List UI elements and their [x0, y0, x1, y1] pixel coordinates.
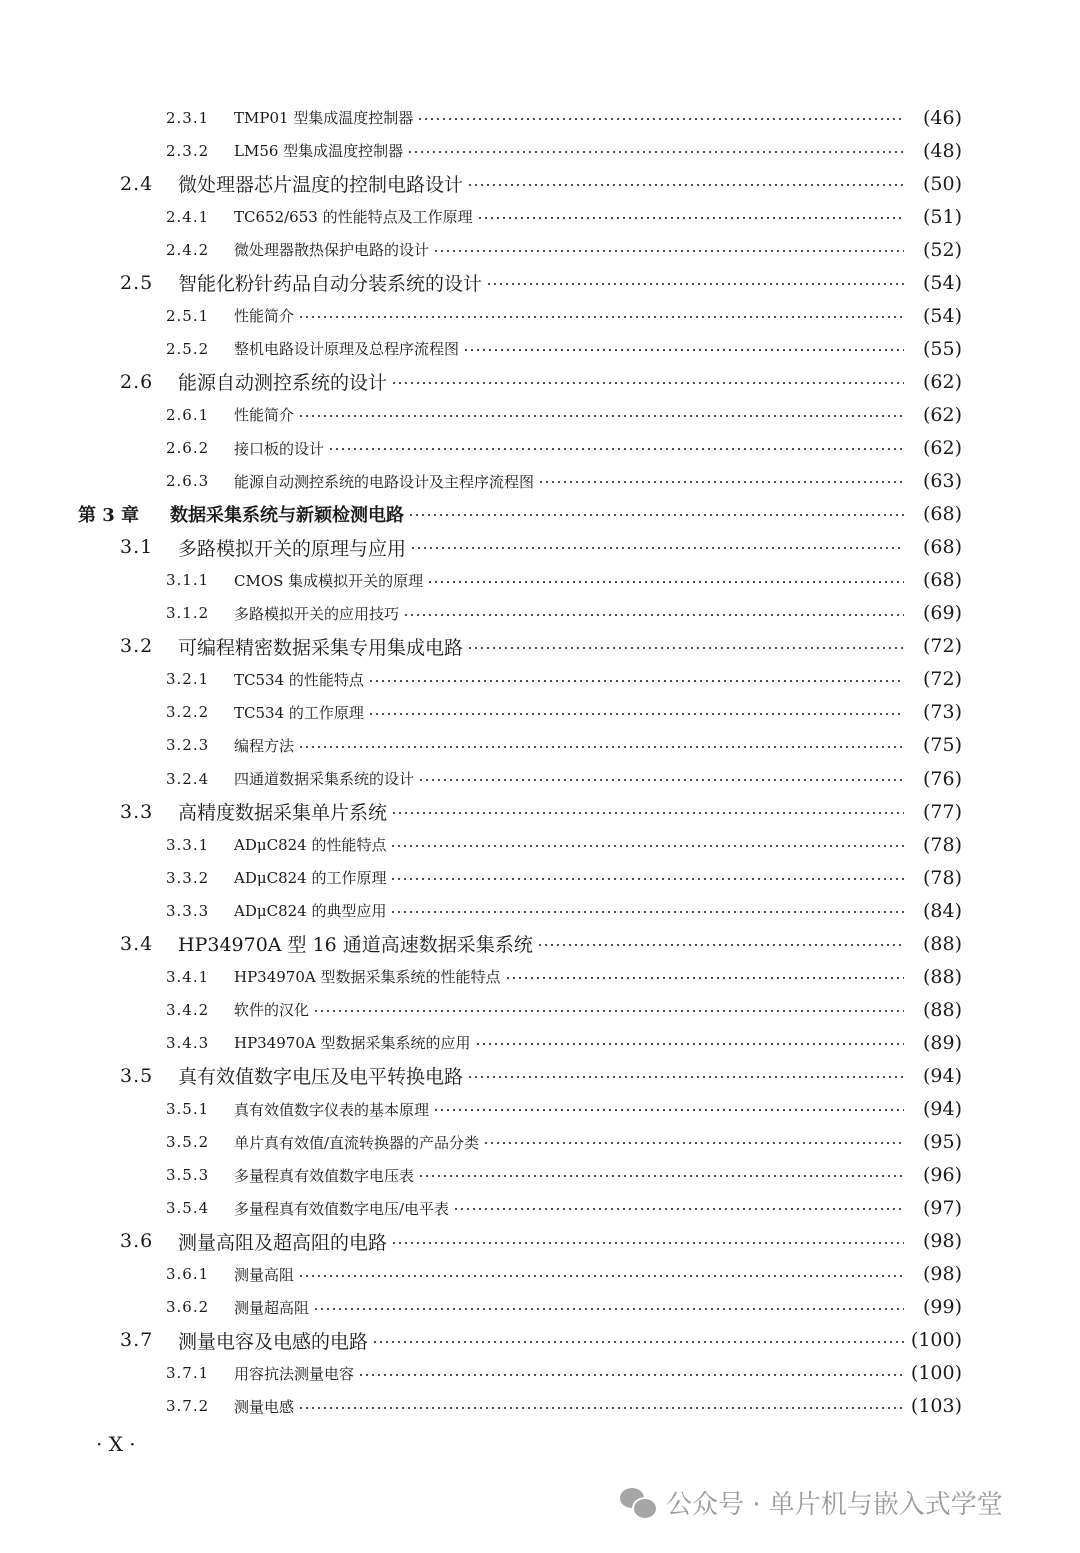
toc-entry-title: LM56 型集成温度控制器 — [234, 142, 404, 161]
toc-entry-title: 性能简介 — [234, 307, 295, 326]
toc-entry-page: (88) — [922, 932, 962, 955]
toc-subsection-entry — [166, 332, 960, 365]
toc-entry-page: (51) — [922, 205, 962, 228]
toc-entry-title: 能源自动测控系统的电路设计及主程序流程图 — [234, 472, 535, 491]
toc-subsection-entry — [166, 597, 960, 630]
dot-leader — [368, 663, 904, 696]
toc-entry-number: 3.6.2 — [166, 1298, 210, 1317]
toc-entry-title: TC652/653 的性能特点及工作原理 — [234, 208, 473, 227]
toc-entry-number: 3.4.2 — [166, 1000, 210, 1019]
toc-entry-title: HP34970A 型数据采集系统的应用 — [234, 1034, 471, 1053]
toc-entry-number: 3.4.3 — [166, 1033, 210, 1052]
dot-leader — [390, 894, 904, 927]
dot-leader — [467, 1059, 904, 1092]
toc-entry-page: (48) — [922, 139, 962, 162]
toc-subsection-entry — [166, 1159, 960, 1192]
toc-subsection-entry — [166, 762, 960, 795]
dot-leader — [372, 1324, 904, 1357]
toc-subsection-entry — [166, 663, 960, 696]
toc-entry-page: (78) — [922, 833, 962, 856]
wechat-icon — [620, 1488, 656, 1518]
toc-entry-page: (73) — [922, 701, 962, 724]
toc-entry-title: 多量程真有效值数字电压表 — [234, 1166, 415, 1185]
dot-leader — [313, 1291, 904, 1324]
dot-leader — [537, 927, 904, 960]
toc-subsection-entry — [166, 894, 960, 927]
toc-entry-title: 智能化粉针药品自动分装系统的设计 — [178, 273, 483, 296]
toc-entry-number: 2.3.1 — [166, 108, 210, 127]
toc-entry-number: 3.5.4 — [166, 1199, 210, 1218]
toc-entry-page: (84) — [922, 899, 962, 922]
toc-entry-page: (62) — [922, 403, 962, 426]
toc-entry-page: (94) — [922, 1098, 962, 1120]
toc-entry-page: (72) — [922, 635, 962, 658]
toc-entry-number: 2.6.3 — [166, 472, 210, 491]
toc-subsection-entry — [166, 993, 960, 1026]
dot-leader — [467, 630, 904, 663]
toc-entry-number: 3.4 — [120, 932, 154, 955]
toc-entry-number: 3.7.1 — [166, 1364, 210, 1383]
toc-entry-title: HP34970A 型 16 通道高速数据采集系统 — [178, 934, 533, 957]
toc-entry-number: 3.6 — [120, 1230, 154, 1253]
toc-subsection-entry — [166, 1390, 960, 1423]
toc-entry-title: 多量程真有效值数字电压/电平表 — [234, 1199, 450, 1218]
toc-subsection-entry — [166, 299, 960, 332]
toc-entry-number: 第 3 章 — [78, 505, 140, 527]
dot-leader — [417, 101, 904, 134]
dot-leader — [418, 762, 904, 795]
toc-entry-page: (54) — [922, 271, 962, 294]
toc-entry-number: 3.5.3 — [166, 1166, 210, 1185]
toc-entry-number: 2.6.2 — [166, 439, 210, 457]
toc-entry-page: (76) — [922, 767, 962, 790]
toc-entry-page: (50) — [922, 172, 962, 195]
dot-leader — [391, 795, 904, 828]
toc-entry-title: 可编程精密数据采集专用集成电路 — [178, 636, 464, 659]
toc-section-entry — [120, 1059, 960, 1092]
page-folio: · Ⅹ · — [96, 1432, 136, 1456]
toc-entry-number: 3.2 — [120, 635, 154, 658]
toc-entry-title: 高精度数据采集单片系统 — [178, 802, 388, 825]
toc-entry-title: 编程方法 — [234, 736, 295, 755]
toc-entry-number: 3.5 — [120, 1064, 154, 1087]
toc-entry-number: 3.3 — [120, 800, 154, 823]
dot-leader — [483, 1126, 904, 1159]
dot-leader — [298, 1390, 904, 1423]
toc-entry-title: 四通道数据采集系统的设计 — [234, 770, 415, 788]
toc-entry-number: 3.1 — [120, 536, 154, 559]
toc-entry-title: ADμC824 的典型应用 — [234, 902, 387, 921]
toc-entry-page: (97) — [922, 1197, 962, 1220]
toc-section-entry — [120, 1324, 960, 1357]
toc-entry-page: (68) — [922, 569, 962, 592]
toc-entry-page: (75) — [922, 734, 962, 757]
toc-entry-number: 3.2.3 — [166, 736, 210, 755]
dot-leader — [390, 861, 904, 894]
toc-entry-title: 测量高阻 — [234, 1265, 295, 1284]
toc-entry-title: 软件的汉化 — [234, 1001, 310, 1020]
toc-entry-title: HP34970A 型数据采集系统的性能特点 — [234, 968, 501, 987]
toc-section-entry — [120, 927, 960, 960]
toc-entry-page: (94) — [922, 1064, 962, 1087]
dot-leader — [407, 134, 904, 167]
toc-entry-page: (55) — [922, 337, 962, 360]
toc-entry-number: 3.7 — [120, 1329, 154, 1352]
toc-entry-title: CMOS 集成模拟开关的原理 — [234, 571, 424, 590]
toc-entry-page: (89) — [922, 1031, 962, 1054]
toc-entry-number: 2.4.2 — [166, 240, 210, 259]
toc-entry-title: TMP01 型集成温度控制器 — [234, 109, 414, 127]
toc-entry-title: 多路模拟开关的原理与应用 — [178, 537, 407, 560]
toc-subsection-entry — [166, 101, 960, 134]
toc-entry-page: (77) — [922, 800, 962, 823]
toc-entry-title: 接口板的设计 — [234, 439, 325, 458]
toc-entry-number: 3.7.2 — [166, 1397, 210, 1416]
dot-leader — [403, 597, 904, 630]
toc-entry-title: 用容抗法测量电容 — [234, 1364, 355, 1383]
toc-subsection-entry — [166, 1026, 960, 1059]
toc-entry-number: 2.5.1 — [166, 306, 210, 325]
toc-entry-number: 3.2.2 — [166, 703, 210, 722]
toc-entry-page: (72) — [922, 668, 962, 691]
toc-entry-page: (68) — [922, 536, 962, 559]
toc-entry-number: 3.3.3 — [166, 901, 210, 920]
toc-entry-title: 多路模拟开关的应用技巧 — [234, 604, 400, 623]
toc-subsection-entry — [166, 729, 960, 762]
toc-section-entry — [120, 365, 960, 398]
dot-leader — [391, 365, 904, 398]
dot-leader — [418, 1159, 904, 1192]
toc-entry-title: 微处理器芯片温度的控制电路设计 — [178, 174, 464, 197]
toc-subsection-entry — [166, 432, 960, 465]
toc-entry-number: 2.4 — [120, 172, 154, 195]
toc-subsection-entry — [166, 398, 960, 431]
toc-entry-page: (62) — [922, 437, 962, 459]
toc-section-entry — [120, 1225, 960, 1258]
toc-entry-title: ADμC824 的工作原理 — [234, 869, 387, 888]
dot-leader — [463, 332, 904, 365]
toc-section-entry — [120, 795, 960, 828]
toc-entry-title: 性能简介 — [234, 406, 295, 425]
dot-leader — [298, 299, 904, 332]
dot-leader — [467, 167, 904, 200]
dot-leader — [505, 960, 905, 993]
toc-entry-page: (103) — [910, 1395, 962, 1418]
toc-entry-page: (88) — [922, 965, 962, 988]
toc-subsection-entry — [166, 564, 960, 597]
dot-leader — [390, 828, 904, 861]
dot-leader — [433, 233, 904, 266]
toc-entry-page: (100) — [910, 1362, 962, 1385]
toc-subsection-entry — [166, 696, 960, 729]
toc-entry-title: TC534 的性能特点 — [234, 670, 364, 689]
dot-leader — [433, 1093, 904, 1126]
dot-leader — [453, 1192, 904, 1225]
toc-entry-title: 单片真有效值/直流转换器的产品分类 — [234, 1133, 480, 1152]
toc-subsection-entry — [166, 134, 960, 167]
toc-entry-page: (88) — [922, 998, 962, 1021]
dot-leader — [475, 1026, 905, 1059]
toc-entry-page: (62) — [922, 370, 962, 393]
dot-leader — [538, 465, 904, 498]
toc-entry-page: (99) — [922, 1296, 962, 1319]
toc-subsection-entry — [166, 1258, 960, 1291]
toc-entry-page: (52) — [922, 238, 962, 261]
toc-entry-number: 3.1.2 — [166, 604, 210, 623]
toc-entry-number: 2.4.1 — [166, 207, 210, 226]
dot-leader — [410, 531, 904, 564]
watermark — [620, 1484, 1003, 1521]
toc-subsection-entry — [166, 233, 960, 266]
dot-leader — [486, 266, 904, 299]
toc-entry-title: ADμC824 的性能特点 — [234, 836, 387, 855]
toc-entry-number: 2.3.2 — [166, 141, 210, 160]
toc-entry-page: (98) — [922, 1230, 962, 1253]
toc-subsection-entry — [166, 1357, 960, 1390]
dot-leader — [368, 696, 904, 729]
toc-entry-title: 能源自动测控系统的设计 — [178, 372, 388, 395]
toc-entry-number: 2.5.2 — [166, 339, 210, 358]
toc-entry-title: 真有效值数字仪表的基本原理 — [234, 1100, 430, 1119]
toc-entry-title: 整机电路设计原理及总程序流程图 — [234, 340, 460, 359]
toc-entry-number: 3.1.1 — [166, 571, 210, 590]
toc-entry-number: 3.2.1 — [166, 670, 210, 689]
toc-subsection-entry — [166, 465, 960, 498]
toc-entry-page: (100) — [910, 1329, 962, 1352]
toc-entry-number: 2.5 — [120, 271, 154, 294]
toc-subsection-entry — [166, 828, 960, 861]
toc-subsection-entry — [166, 960, 960, 993]
toc-entry-title: 测量电感 — [234, 1397, 295, 1416]
toc-subsection-entry — [166, 1126, 960, 1159]
watermark-text: 公众号 · 单片机与嵌入式学堂 — [666, 1490, 1003, 1520]
dot-leader — [408, 498, 904, 531]
toc-entry-number: 3.6.1 — [166, 1265, 210, 1284]
toc-entry-number: 3.3.2 — [166, 868, 210, 887]
toc-section-entry — [120, 167, 960, 200]
toc-entry-title: 微处理器散热保护电路的设计 — [234, 241, 430, 260]
toc-subsection-entry — [166, 1291, 960, 1324]
toc-entry-number: 2.6 — [120, 370, 154, 393]
toc-chapter-entry — [78, 498, 960, 531]
dot-leader — [298, 1258, 904, 1291]
toc-entry-title: 测量超高阻 — [234, 1298, 310, 1317]
toc-entry-title: 测量电容及电感的电路 — [178, 1330, 369, 1353]
dot-leader — [391, 1225, 904, 1258]
toc-subsection-entry — [166, 1192, 960, 1225]
toc-entry-number: 3.2.4 — [166, 769, 210, 788]
dot-leader — [477, 200, 904, 233]
toc-entry-page: (68) — [922, 503, 962, 526]
toc-subsection-entry — [166, 200, 960, 233]
dot-leader — [427, 564, 904, 597]
toc-entry-page: (46) — [922, 106, 962, 129]
toc-entry-title: 测量高阻及超高阻的电路 — [178, 1231, 388, 1254]
toc-entry-page: (98) — [922, 1263, 962, 1286]
dot-leader — [298, 398, 904, 431]
dot-leader — [313, 993, 904, 1026]
toc-entry-page: (78) — [922, 866, 962, 889]
toc-entry-number: 3.4.1 — [166, 967, 210, 986]
toc-entry-number: 3.3.1 — [166, 835, 210, 854]
toc-entry-title: TC534 的工作原理 — [234, 703, 364, 722]
dot-leader — [328, 432, 904, 465]
toc-entry-title: 真有效值数字电压及电平转换电路 — [178, 1066, 464, 1089]
toc-subsection-entry — [166, 1093, 960, 1126]
toc-section-entry — [120, 531, 960, 564]
toc-subsection-entry — [166, 861, 960, 894]
toc-entry-page: (63) — [922, 470, 962, 493]
toc-entry-number: 3.5.2 — [166, 1133, 210, 1152]
toc-section-entry — [120, 266, 960, 299]
toc-entry-page: (69) — [922, 602, 962, 625]
toc-entry-page: (96) — [922, 1164, 962, 1187]
toc-entry-page: (54) — [922, 304, 962, 327]
toc-entry-number: 3.5.1 — [166, 1100, 210, 1118]
dot-leader — [358, 1357, 904, 1390]
toc-entry-number: 2.6.1 — [166, 405, 210, 424]
toc-section-entry — [120, 630, 960, 663]
toc-entry-page: (95) — [922, 1131, 962, 1154]
toc-entry-title: 数据采集系统与新颖检测电路 — [170, 505, 404, 527]
dot-leader — [298, 729, 904, 762]
